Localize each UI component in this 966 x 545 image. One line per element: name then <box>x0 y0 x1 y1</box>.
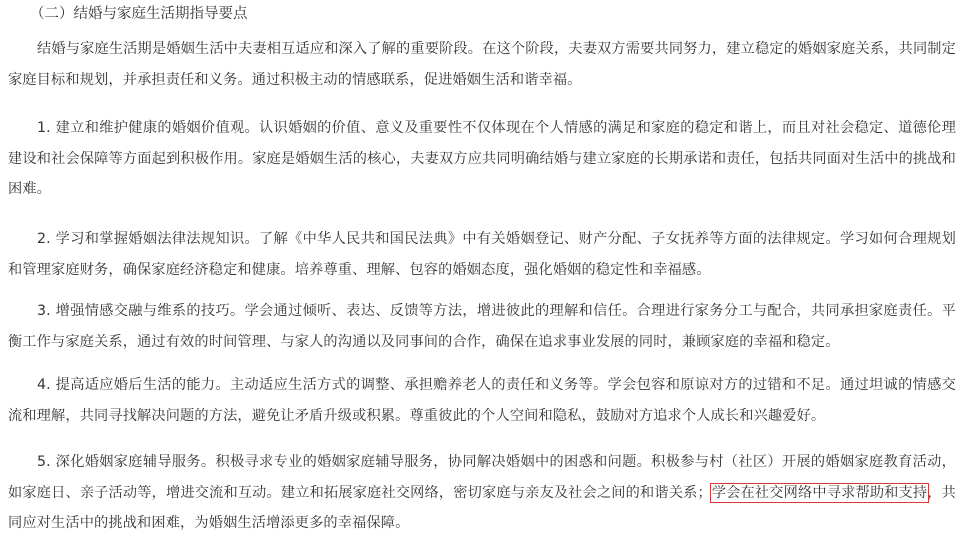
point-2-paragraph: 2. 学习和掌握婚姻法律法规知识。了解《中华人民共和国民法典》中有关婚姻登记、财产分配、子女抚养等方面的法律规定。学习如何合理规划和管理家庭财务，确保家庭经济稳定和健康。培养尊重、理解、包容的婚姻态度，强化婚姻的稳定性和幸福感。 <box>8 231 956 278</box>
highlighted-text: 学会在社交网络中寻求帮助和支持 <box>711 484 928 501</box>
section-heading: （二）结婚与家庭生活期指导要点 <box>30 6 248 22</box>
intro-paragraph: 结婚与家庭生活期是婚姻生活中夫妻相互适应和深入了解的重要阶段。在这个阶段，夫妻双方需要共同努力，建立稳定的婚姻家庭关系，共同制定家庭目标和规划，并承担责任和义务。通过积极主动的情感联系，促进婚姻生活和谐幸福。 <box>8 41 956 88</box>
point-5-text-before: 5. 深化婚姻家庭辅导服务。积极寻求专业的婚姻家庭辅导服务，协同解决婚姻中的困惑和问题。积极参与村（社区）开展的婚姻家庭教育活动，如家庭日、亲子活动等，增进交流和互动。建立和拓展家庭社交网络，密切家庭与亲友及社会之间的和谐关系； <box>8 454 956 501</box>
point-1-paragraph: 1. 建立和维护健康的婚姻价值观。认识婚姻的价值、意义及重要性不仅体现在个人情感的满足和家庭的稳定和谐上，而且对社会稳定、道德伦理建设和社会保障等方面起到积极作用。家庭是婚姻生活的核心，夫妻双方应共同明确结婚与建立家庭的长期承诺和责任，包括共同面对生活中的挑战和困难。 <box>8 120 956 197</box>
point-4-paragraph: 4. 提高适应婚后生活的能力。主动适应生活方式的调整、承担赡养老人的责任和义务等。学会包容和原谅对方的过错和不足。通过坦诚的情感交流和理解，共同寻找解决问题的方法，避免让矛盾升级或积累。尊重彼此的个人空间和隐私，鼓励对方追求个人成长和兴趣爱好。 <box>8 377 956 424</box>
point-5-text-after: ，共同应对生活中的挑战和困难，为婚姻生活增添更多的幸福保障。 <box>8 484 956 531</box>
point-3-paragraph: 3. 增强情感交融与维系的技巧。学会通过倾听、表达、反馈等方法，增进彼此的理解和信任。合理进行家务分工与配合，共同承担家庭责任。平衡工作与家庭关系，通过有效的时间管理、与家人的沟通以及同事间的合作，确保在追求事业发展的同时，兼顾家庭的幸福和稳定。 <box>8 303 956 350</box>
point-5-paragraph <box>8 447 956 539</box>
